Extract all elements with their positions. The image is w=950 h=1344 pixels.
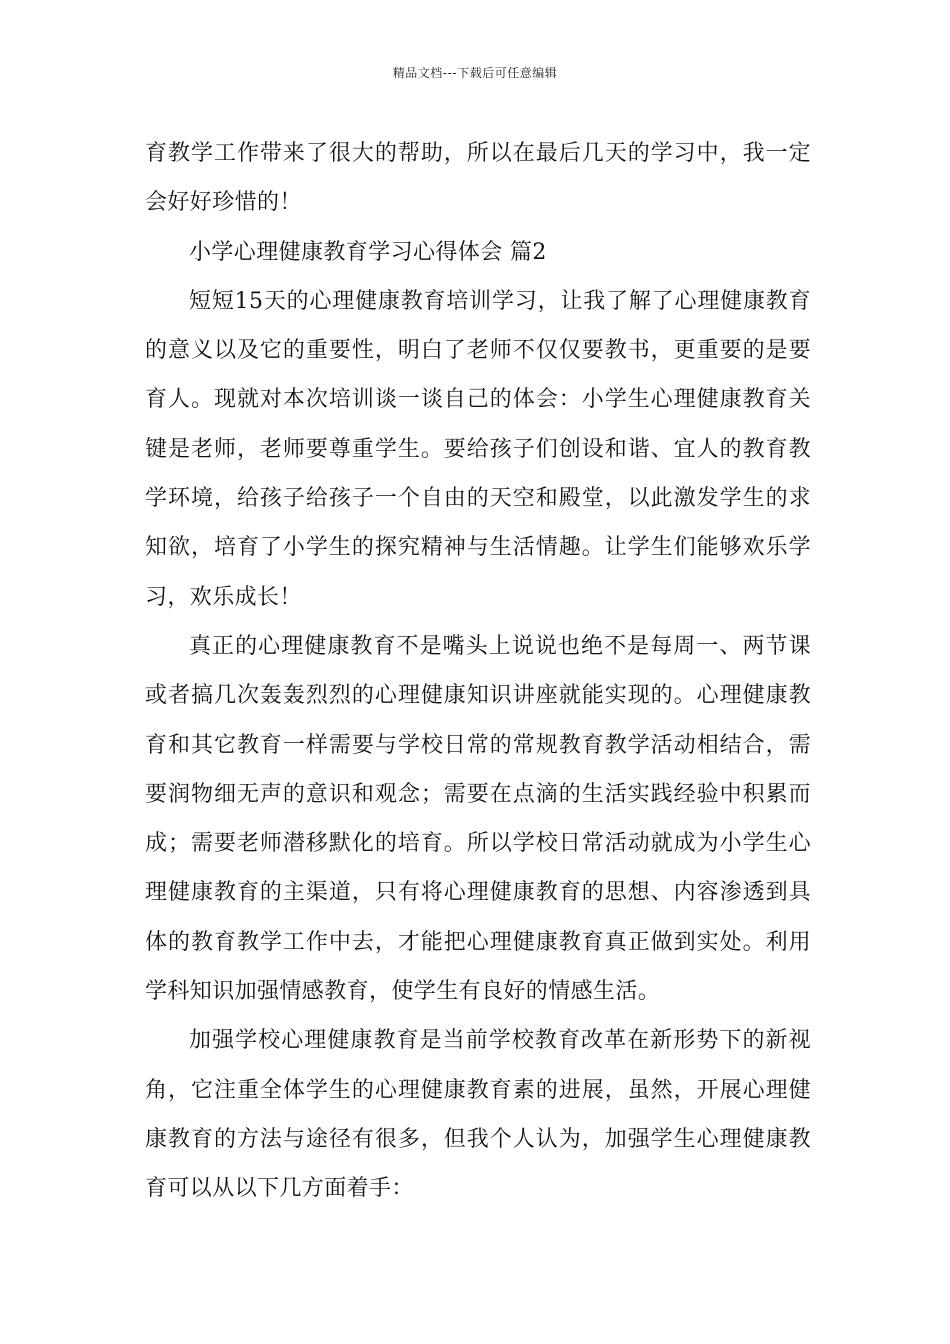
section-heading: 小学心理健康教育学习心得体会 篇2 [189, 239, 547, 265]
document-body [145, 129, 811, 1214]
paragraph-continuation: 育教学工作带来了很大的帮助，所以在最后几天的学习中，我一定会好好珍惜的！ [145, 141, 811, 216]
paragraph: 加强学校心理健康教育是当前学校教育改革在新形势下的新视角，它注重全体学生的心理健康教育素的进展，虽然，开展心理健康教育的方法与途径有很多，但我个人认为，加强学生心理健康教育可以从以下几方面着手： [145, 1028, 811, 1202]
page-header: 精品文档---下载后可任意编辑 [392, 66, 558, 80]
paragraph: 真正的心理健康教育不是嘴头上说说也绝不是每周一、两节课或者搞几次轰轰烈烈的心理健康知识讲座就能实现的。心理健康教育和其它教育一样需要与学校日常的常规教育教学活动相结合，需要润物细无声的意识和观念；需要在点滴的生活实践经验中积累而成；需要老师潜移默化的培育。所以学校日常活动就成为小学生心理健康教育的主渠道，只有将心理健康教育的思想、内容渗透到具体的教育教学工作中去，才能把心理健康教育真正做到实处。利用学科知识加强情感教育，使学生有良好的情感生活。 [145, 633, 811, 1005]
paragraph: 短短15天的心理健康教育培训学习，让我了解了心理健康教育的意义以及它的重要性，明白了老师不仅仅要教书，更重要的是要育人。现就对本次培训谈一谈自己的体会：小学生心理健康教育关键是老师，老师要尊重学生。要给孩子们创设和谐、宜人的教育教学环境，给孩子给孩子一个自由的天空和殿堂，以此激发学生的求知欲，培育了小学生的探究精神与生活情趣。让学生们能够欢乐学习，欢乐成长！ [145, 288, 811, 610]
